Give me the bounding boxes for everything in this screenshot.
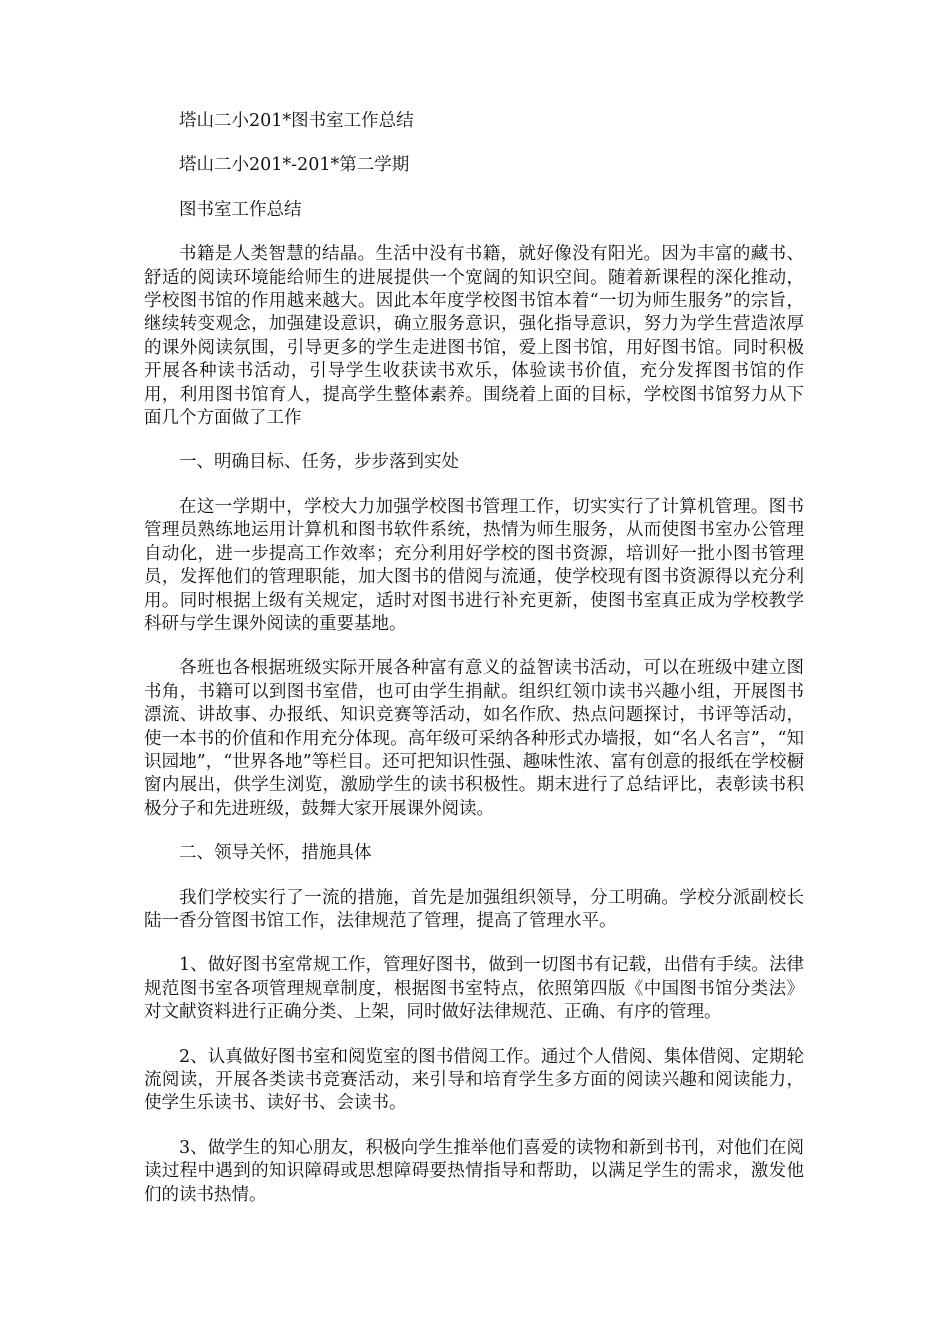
document-title: 塔山二小201*图书室工作总结 [179, 111, 414, 131]
document-subtitle: 图书室工作总结 [179, 199, 302, 220]
document-subtitle-term: 塔山二小201*-201*第二学期 [179, 155, 410, 176]
list-item-2: 2、认真做好图书室和阅览室的图书借阅工作。通过个人借阅、集体借阅、定期轮流阅读，开展各类读书竞赛活动，来引导和培育学生多方面的阅读兴趣和阅读能力，使学生乐读书、读好书、会读书。 [144, 1046, 804, 1114]
section-1-paragraph-2: 各班也各根据班级实际开展各种富有意义的益智读书活动，可以在班级中建立图书角，书籍可以到图书室借，也可由学生捐献。组织红领巾读书兴趣小组，开展图书漂流、讲故事、办报纸、知识竞赛等活动，如名作欣、热点问题探讨，书评等活动，使一本书的价值和作用充分体现。高年级可采纳各种形式办墙报，如“名人名言”，“知识园地”，“世界各地”等栏目。还可把知识性强、趣味性浓、富有创意的报纸在学校橱窗内展出，供学生浏览，激励学生的读书积极性。期末进行了总结评比，表彰读书积极分子和先进班级，鼓舞大家开展课外阅读。 [144, 658, 804, 819]
list-item-3: 3、做学生的知心朋友，积极向学生推举他们喜爱的读物和新到书刊，对他们在阅读过程中遇到的知识障碍或思想障碍要热情指导和帮助，以满足学生的需求，激发他们的读书热情。 [144, 1137, 804, 1205]
intro-paragraph: 书籍是人类智慧的结晶。生活中没有书籍，就好像没有阳光。因为丰富的藏书、舒适的阅读环境能给师生的进展提供一个宽阔的知识空间。随着新课程的深化推动，学校图书馆的作用越来越大。因此本年度学校图书馆本着“一切为师生服务”的宗旨，继续转变观念，加强建设意识，确立服务意识，强化指导意识，努力为学生营造浓厚的课外阅读氛围，引导更多的学生走进图书馆，爱上图书馆，用好图书馆。同时积极开展各种读书活动，引导学生收获读书欢乐，体验读书价值，充分发挥图书馆的作用，利用图书馆育人，提高学生整体素养。围绕着上面的目标，学校图书馆努力从下面几个方面做了工作 [144, 244, 804, 429]
section-2-paragraph-1: 我们学校实行了一流的措施，首先是加强组织领导，分工明确。学校分派副校长陆一香分管图书馆工作，法律规范了管理，提高了管理水平。 [144, 887, 804, 931]
section-heading-1: 一、明确目标、任务，步步落到实处 [179, 452, 459, 473]
list-item-1: 1、做好图书室常规工作，管理好图书，做到一切图书有记载，出借有手续。法律规范图书室各项管理规章制度，根据图书室特点，依照第四版《中国图书馆分类法》对文献资料进行正确分类、上架，同时做好法律规范、正确、有序的管理。 [144, 955, 804, 1023]
document-page [144, 110, 804, 1228]
section-heading-2: 二、领导关怀，措施具体 [179, 843, 372, 864]
section-1-paragraph-1: 在这一学期中，学校大力加强学校图书管理工作，切实实行了计算机管理。图书管理员熟练地运用计算机和图书软件系统，热情为师生服务，从而使图书室办公管理自动化，进一步提高工作效率；充分利用好学校的图书资源，培训好一批小图书管理员，发挥他们的管理职能，加大图书的借阅与流通，使学校现有图书资源得以充分利用。同时根据上级有关规定，适时对图书进行补充更新，使图书室真正成为学校教学科研与学生课外阅读的重要基地。 [144, 496, 804, 634]
